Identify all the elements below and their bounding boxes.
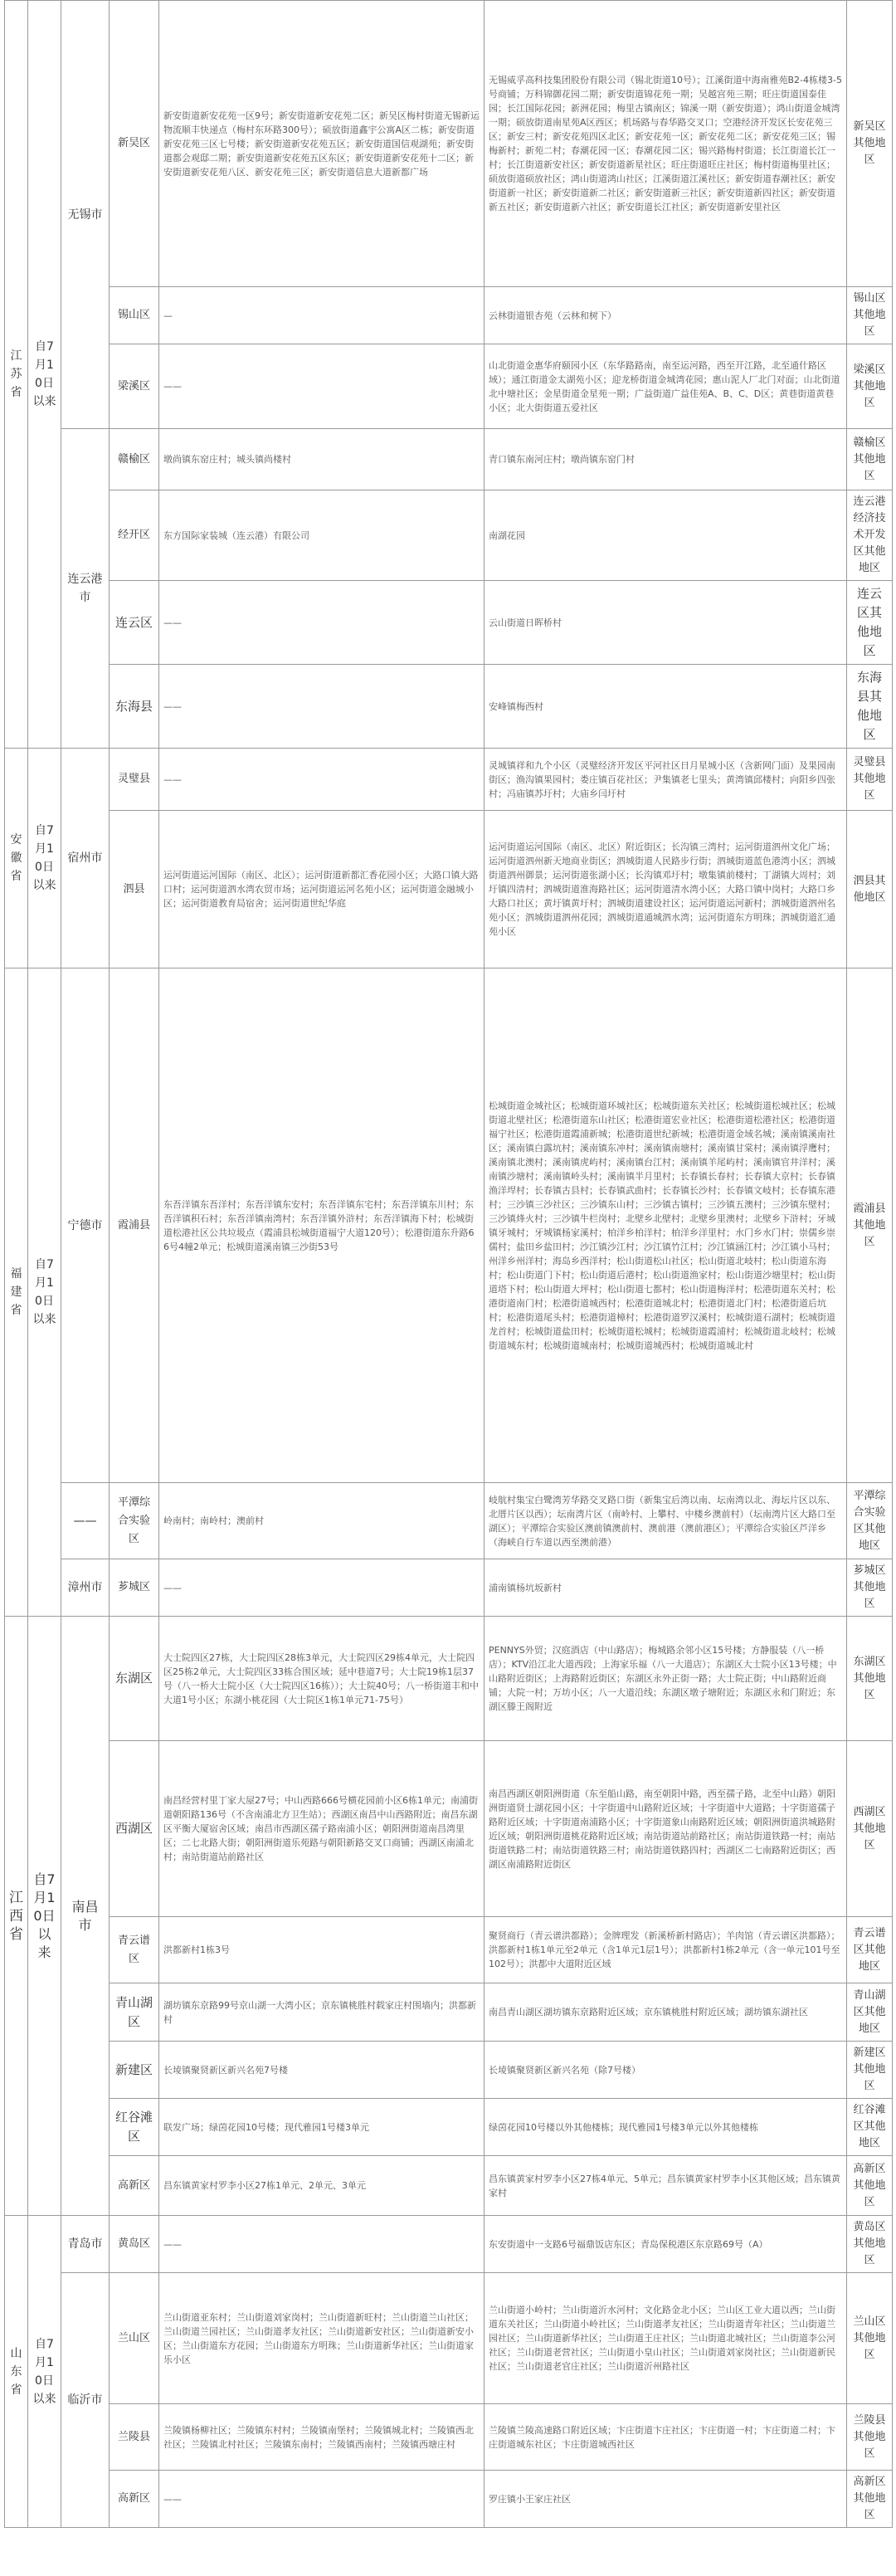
high-risk-cell: ——: [159, 344, 485, 429]
medium-risk-cell: 无锡威孚高科技集团股份有限公司（锡北街道10号）；江溪街道中海南雅苑B2-4栋楼3-5号商铺；万科锦御花园二期；新安街道锦花苑一期；吴越宫苑三期；旺庄街道国泰佳园；长江国际花园；新洲花园；梅里古镇南区；锦溪一期（新安街道）；鸿山街道金城湾一期；硕放街道南星苑A区西区；机场路与春华路交叉口；空港经济开发区长安花苑三区；新安三村；新安花苑四区北区；新安花苑一区；新安花苑二区；新安花苑三区；锡梅新村；新苑二村；春潮花园一区；春潮花园二区；锡兴路梅村街道；长江街道长江一村；长江街道新安社区；新安街道新星社区；旺庄街道旺庄社区；梅村街道梅里社区；硕放街道硕放社区；鸿山街道鸿山社区；江溪街道江溪社区；新安街道春潮社区；新安街道新一社区；新安街道新二社区；新安街道新三社区；新安街道新四社区；新安街道新五社区；新安街道新六社区；新安街道长江社区；新安街道新安里社区: [485, 1, 847, 287]
low-risk-cell: 芗城区其他地区: [847, 1559, 893, 1617]
low-risk-cell: 梁溪区其他地区: [847, 344, 893, 429]
medium-risk-cell: 浦南镇杨坑坂新村: [485, 1559, 847, 1617]
medium-risk-cell: 绿茵花园10号楼以外其他楼栋；现代雅园1号楼3单元以外其他楼栋: [485, 2099, 847, 2156]
low-risk-cell: 兰山区其他地区: [847, 2273, 893, 2404]
medium-risk-cell: 长堎镇聚贤新区新兴名苑（除7号楼）: [485, 2042, 847, 2099]
medium-risk-cell: PENNYS外贸；汉庭酒店（中山路店）；梅城路余邻小区15号楼；方静服装（八一桥店）；KTV沿江北大道西段；上海家乐福（八一大道店）；东湖区大士院小区13号楼；中山路附近街区；上海路附近街区；东湖区永外正街一路；大士院正街；中山路附近商铺；大院一村；万坊小区；八一大道沿线；东湖区墩子塘附近；东湖区永和门附近；东湖区滕王阁附近: [485, 1617, 847, 1741]
high-risk-cell: 长堎镇聚贤新区新兴名苑7号楼: [159, 2042, 485, 2099]
medium-risk-cell: 兰山街道小岭村；兰山街道沂水河村；文化路金北小区；兰山区工业大道以西；兰山街道东关社区；兰山街道小岭社区；兰山街道孝友社区；兰山街道青年社区；兰山街道兰园社区；兰山街道新华社区；兰山街道王庄社区；兰山街道北城社区；兰山街道李公河社区；兰山街道老营社区；兰山街道小皇山社区；兰山街道刘家岗社区；兰山街道新民社区；兰山街道老官庄社区；兰山街道沂州路社区: [485, 2273, 847, 2404]
date-cell: 自7月10日以来: [28, 2216, 61, 2528]
low-risk-cell: 青山湖区其他地区: [847, 1983, 893, 2042]
high-risk-cell: 新安街道新安花苑一区9号；新安街道新安花苑二区；新吴区梅村街道无锡新运物流顺丰快递点（梅村东环路300号）；硕放街道鑫宇公寓A区二栋；新安街道新安花苑三区七号楼；新安街道新安花苑五区；新安街道国信观湖苑；新安街道都会观邸二期；新安街道新安花苑五区东区；新安街道新安花苑十二区；新安街道新安花苑八区、新安花苑三区；新安街道信息大道新都广场: [159, 1, 485, 287]
medium-risk-cell: 灵城镇祥和九个小区（灵璧经济开发区平河社区日月星城小区（含新网门面）及果园南街区；渔沟镇果园村；娄庄镇百花社区；尹集镇老七里头；黄湾镇邱楼村；向阳乡四张村；冯庙镇苏圩村；大庙乡闫圩村: [485, 749, 847, 811]
medium-risk-cell: 云林街道银杏苑（云林和树下）: [485, 287, 847, 344]
risk-area-table: [4, 0, 893, 2528]
high-risk-cell: 昌东镇黄家村罗李小区27栋1单元、2单元、3单元: [159, 2156, 485, 2216]
date-cell: 自7月10日以来: [28, 1617, 61, 2216]
city-cell: 宿州市: [61, 749, 110, 968]
low-risk-cell: 赣榆区其他地区: [847, 429, 893, 490]
high-risk-cell: 兰陵镇杨柳社区；兰陵镇东村村；兰陵镇南堡村；兰陵镇城北村；兰陵镇西北社区；兰陵镇北村社区；兰陵镇东南村；兰陵镇西南村；兰陵镇西塘庄村: [159, 2404, 485, 2471]
district-cell: 青山湖区: [110, 1983, 159, 2042]
low-risk-cell: 连云港经济技术开发区其他地区: [847, 490, 893, 581]
low-risk-cell: 锡山区其他地区: [847, 287, 893, 344]
district-cell: 东湖区: [110, 1617, 159, 1741]
high-risk-cell: 岭南村；南岭村；澳前村: [159, 1483, 485, 1559]
district-cell: 梁溪区: [110, 344, 159, 429]
date-cell: 自7月10日以来: [28, 1, 61, 749]
medium-risk-cell: 运河街道运河国际（南区、北区）附近街区；长沟镇三湾村；运河街道泗州文化广场；运河街道泗州新天地商业街区；泗城街道人民路步行街；泗城街道蓝色港湾小区；泗城街道泗州御景；运河街道张湖小区；长沟镇邓圩村；墩集镇前楼村；丁湖镇大周村；刘圩镇四清村；泗城街道淮海路社区；运河街道清水湾小区；大路口镇中岗村；大路口乡大路口社区；黄圩镇黄圩村；泗城街道建设社区；运河街道运河新村；泗城街道泗州名苑小区；泗城街道泗州花园；泗城街道通城泗水湾；运河街道东方明珠；泗城街道汇通苑小区: [485, 811, 847, 968]
low-risk-cell: 东海县其他地区: [847, 665, 893, 749]
district-cell: 泗县: [110, 811, 159, 968]
high-risk-cell: ——: [159, 2216, 485, 2273]
district-cell: 连云区: [110, 581, 159, 665]
high-risk-cell: 洪都新村1栋3号: [159, 1917, 485, 1983]
city-cell: ——: [61, 1483, 110, 1559]
medium-risk-cell: 罗庄镇小王家庄社区: [485, 2471, 847, 2528]
district-cell: 霞浦县: [110, 968, 159, 1483]
district-cell: 平潭综合实验区: [110, 1483, 159, 1559]
district-cell: 灵璧县: [110, 749, 159, 811]
high-risk-cell: ——: [159, 749, 485, 811]
low-risk-cell: 霞浦县其他地区: [847, 968, 893, 1483]
low-risk-cell: 黄岛区其他地区: [847, 2216, 893, 2273]
district-cell: 兰山区: [110, 2273, 159, 2404]
district-cell: 东海县: [110, 665, 159, 749]
high-risk-cell: ——: [159, 581, 485, 665]
city-cell: 宁德市: [61, 968, 110, 1483]
high-risk-cell: ——: [159, 665, 485, 749]
district-cell: 芗城区: [110, 1559, 159, 1617]
province-cell: 江苏省: [5, 1, 28, 749]
low-risk-cell: 高新区其他地区: [847, 2156, 893, 2216]
low-risk-cell: 兰陵县其他地区: [847, 2404, 893, 2471]
medium-risk-cell: 南昌西湖区朝阳洲街道（东至船山路，南至朝阳中路，西至孺子路，北至中山路）朝阳洲街道贤士湖花园小区；十字街道中山路附近区域；十字街道中大道路；十字街道孺子路附近区域；十字街道南浦路小区；十字街道象山南路附近区域；朝阳洲街道洪城路附近区域；朝阳洲街道桃花路附近区域；南站街道站前路社区；南站街道铁路一村；南站街道铁路二村；南站街道铁路三村；南站街道铁路四村；西湖区二七南路附近街区；西湖区南浦路附近街区: [485, 1741, 847, 1917]
medium-risk-cell: 兰陵镇兰陵高速路口附近区域；卞庄街道卞庄社区；卞庄街道一村；卞庄街道二村；卞庄街道城东社区；卞庄街道城西社区: [485, 2404, 847, 2471]
district-cell: 高新区: [110, 2156, 159, 2216]
low-risk-cell: 连云区其他地区: [847, 581, 893, 665]
province-cell: 安徽省: [5, 749, 28, 968]
medium-risk-cell: 南昌青山湖区湖坊镇东京路附近区域；京东镇桃胜村附近区域；湖坊镇东湖社区: [485, 1983, 847, 2042]
medium-risk-cell: 东安街道中一支路6号福鼎饭店东区；青岛保税港区东京路69号（A）: [485, 2216, 847, 2273]
city-cell: 南昌市: [61, 1617, 110, 2216]
province-cell: 山东省: [5, 2216, 28, 2528]
district-cell: 红谷滩区: [110, 2099, 159, 2156]
medium-risk-cell: 松城街道金城社区；松城街道环城社区；松城街道东关社区；松城街道松城社区；松城街道北壁社区；松港街道东山社区；松港街道宏业社区；松港街道松港社区；松港街道福宁社区；松港街道霞浦新城；松港街道世纪新城；松港街道金域名城；溪南镇溪南社区；溪南镇白露坑村；溪南镇东冲村；溪南镇南塘村；溪南镇甘棠村；溪南镇浮鹰村；溪南镇北澳村；溪南镇虎屿村；溪南镇台江村；溪南镇羊尾屿村；溪南镇官井洋村；溪南镇沙塘村；溪南镇岭头村；溪南镇半月里村；长春镇长春村；长春镇大京村；长春镇渔洋垾村；长春镇古县村；长春镇武曲村；长春镇长沙村；长春镇文岐村；长春镇东港村；三沙镇三沙社区；三沙镇东山村；三沙镇古镇村；三沙镇五澳村；三沙镇东壁村；三沙镇烽火村；三沙镇牛栏岗村；北壁乡北壁村；北壁乡里澳村；北壁乡下浒村；牙城镇牙城村；牙城镇杨家溪村；柏洋乡柏洋村；柏洋乡洋里村；水门乡水门村；崇儒乡崇儒村；盐田乡盐田村；沙江镇沙江村；沙江镇竹江村；沙江镇涵江村；沙江镇小马村；州洋乡州洋村；海岛乡西洋村；松山街道松山社区；松山街道北岐村；松山街道东海村；松山街道门下村；松山街道后港村；松山街道渔家村；松山街道沙塘里村；松山街道塔下村；松山街道大坪村；松山街道七都村；松山街道梅洋村；松港街道东关村；松港街道南门村；松港街道城西村；松港街道城北村；松港街道北门村；松港街道后坑村；松港街道尾头村；松港街道樟村；松港街道罗汉溪村；松城街道石湖村；松城街道龙首村；松城街道盐田村；松城街道松城村；松城街道霞浦村；松城街道北岐村；松城街道城东村；松城街道城南村；松城街道城西村；松城街道城北村: [485, 968, 847, 1483]
low-risk-cell: 东湖区其他地区: [847, 1617, 893, 1741]
low-risk-cell: 新建区其他地区: [847, 2042, 893, 2099]
medium-risk-cell: 青口镇东南河庄村；墩尚镇东窑门村: [485, 429, 847, 490]
low-risk-cell: 新吴区其他地区: [847, 1, 893, 287]
medium-risk-cell: 云山街道日晖桥村: [485, 581, 847, 665]
low-risk-cell: 高新区其他地区: [847, 2471, 893, 2528]
medium-risk-cell: 南湖花园: [485, 490, 847, 581]
medium-risk-cell: 昌东镇黄家村罗李小区27栋4单元、5单元；昌东镇黄家村罗李小区其他区域；昌东镇黄家村: [485, 2156, 847, 2216]
high-risk-cell: 湖坊镇东京路99号京山湖一大湾小区；京东镇桃胜村载家庄村围墙内；洪都新村: [159, 1983, 485, 2042]
high-risk-cell: ——: [159, 1559, 485, 1617]
high-risk-cell: 大士院四区27栋，大士院四区28栋3单元，大士院四区29栋4单元，大士院四区25栋2单元，大士院四区33栋合围区域；延中巷道7号；大士院19栋1层37号（八一桥大士院小区（大士院四区16栋））；大士院40号；八一桥街道丰和中大道1号小区；东湖小桃花园（大士院区1栋1单元71-75号）: [159, 1617, 485, 1741]
medium-risk-cell: 岐航村集宝白鹭湾芳华路交叉路口街（新集宝后湾以南、坛南湾以北、海坛片区以东、北厝片区以西）；坛南湾片区（南岭村、上攀村、中楼乡澳前村）（坛南湾片区大路口至湖区）；平潭综合实验区澳前镇澳前村、澳前港（澳前港区）；平潭综合实验区芦洋乡（海峡自行车道以西至澳前港）: [485, 1483, 847, 1559]
high-risk-cell: ——: [159, 2471, 485, 2528]
district-cell: 兰陵县: [110, 2404, 159, 2471]
low-risk-cell: 平潭综合实验区其他地区: [847, 1483, 893, 1559]
city-cell: 无锡市: [61, 1, 110, 429]
low-risk-cell: 灵璧县其他地区: [847, 749, 893, 811]
district-cell: 高新区: [110, 2471, 159, 2528]
medium-risk-cell: 安峰镇梅西村: [485, 665, 847, 749]
high-risk-cell: 兰山街道亚东村；兰山街道刘家岗村；兰山街道新旺村；兰山街道兰山社区；兰山街道兰园社区；兰山街道孝友社区；兰山街道新安社区；兰山街道新安小区；兰山街道东方花园；兰山街道东方明珠；兰山街道新华社区；兰山街道家乐小区: [159, 2273, 485, 2404]
district-cell: 新建区: [110, 2042, 159, 2099]
medium-risk-cell: 山北街道金惠华府颐园小区（东华路路南，南至运河路，西至开江路，北至通什路区域）；通江街道金太湖苑小区；迎龙桥街道金城湾花园；惠山泥人厂北门对面；山北街道北中塘社区；金星街道金星苑一期；广益街道广益佳苑A、B、C、D区；黄巷街道黄巷小区；北大街街道五爱社区: [485, 344, 847, 429]
district-cell: 黄岛区: [110, 2216, 159, 2273]
high-risk-cell: 联发广场；绿茵花园10号楼；现代雅园1号楼3单元: [159, 2099, 485, 2156]
high-risk-cell: —: [159, 287, 485, 344]
district-cell: 锡山区: [110, 287, 159, 344]
district-cell: 赣榆区: [110, 429, 159, 490]
district-cell: 青云谱区: [110, 1917, 159, 1983]
city-cell: 连云港市: [61, 429, 110, 749]
district-cell: 新吴区: [110, 1, 159, 287]
low-risk-cell: 红谷滩区其他地区: [847, 2099, 893, 2156]
province-cell: 江西省: [5, 1617, 28, 2216]
date-cell: 自7月10日以来: [28, 749, 61, 968]
province-cell: 福建省: [5, 968, 28, 1617]
city-cell: 临沂市: [61, 2273, 110, 2528]
low-risk-cell: 青云谱区其他地区: [847, 1917, 893, 1983]
high-risk-cell: 东方国际家装城（连云港）有限公司: [159, 490, 485, 581]
high-risk-cell: 东吾洋镇东吾洋村；东吾洋镇东安村；东吾洋镇东宅村；东吾洋镇东川村；东吾洋镇积石村；东吾洋镇南湾村；东吾洋镇外浒村；东吾洋镇海下村；松城街道松港社区公共垃圾点（霞浦县松城街道福宁大道120号）；松港街道东升路66号4幢2单元；松城街道溪南镇三沙街53号: [159, 968, 485, 1483]
city-cell: 青岛市: [61, 2216, 110, 2273]
medium-risk-cell: 聚贤商行（青云谱洪都路）；金牌理发（新溪桥新村路店）；羊肉馆（青云谱区洪都路）；洪都新村1栋1单元至2单元（含1单元1层1号）；洪都新村1栋2单元（含一单元101号至102号）；洪都中大道附近区域: [485, 1917, 847, 1983]
high-risk-cell: 墩尚镇东窑庄村；城头镇尚楼村: [159, 429, 485, 490]
high-risk-cell: 南昌经营村里丁家大屋27号；中山西路666号横花园前小区6栋1单元；南浦街道朝阳路136号（不含南浦北方卫生站）；西湖区南昌中山西路附近；南昌东湖区平衡大厦宿舍区域；南昌市西湖区孺子路南浦小区；朝阳洲街道南昌湾里区；二七北路大街；朝阳洲街道乐苑路与朝阳新路交叉口商铺；西湖区南浦北村；南站街道站前路社区: [159, 1741, 485, 1917]
date-cell: 自7月10日以来: [28, 968, 61, 1617]
low-risk-cell: 泗县其他地区: [847, 811, 893, 968]
city-cell: 漳州市: [61, 1559, 110, 1617]
district-cell: 西湖区: [110, 1741, 159, 1917]
low-risk-cell: 西湖区其他地区: [847, 1741, 893, 1917]
district-cell: 经开区: [110, 490, 159, 581]
high-risk-cell: 运河街道运河国际（南区、北区）；运河街道新都汇香花园小区；大路口镇大路口村；运河街道泗水湾农贸市场；运河街道运河名苑小区；运河街道金融城小区；运河街道教育局宿舍；运河街道世纪华庭: [159, 811, 485, 968]
